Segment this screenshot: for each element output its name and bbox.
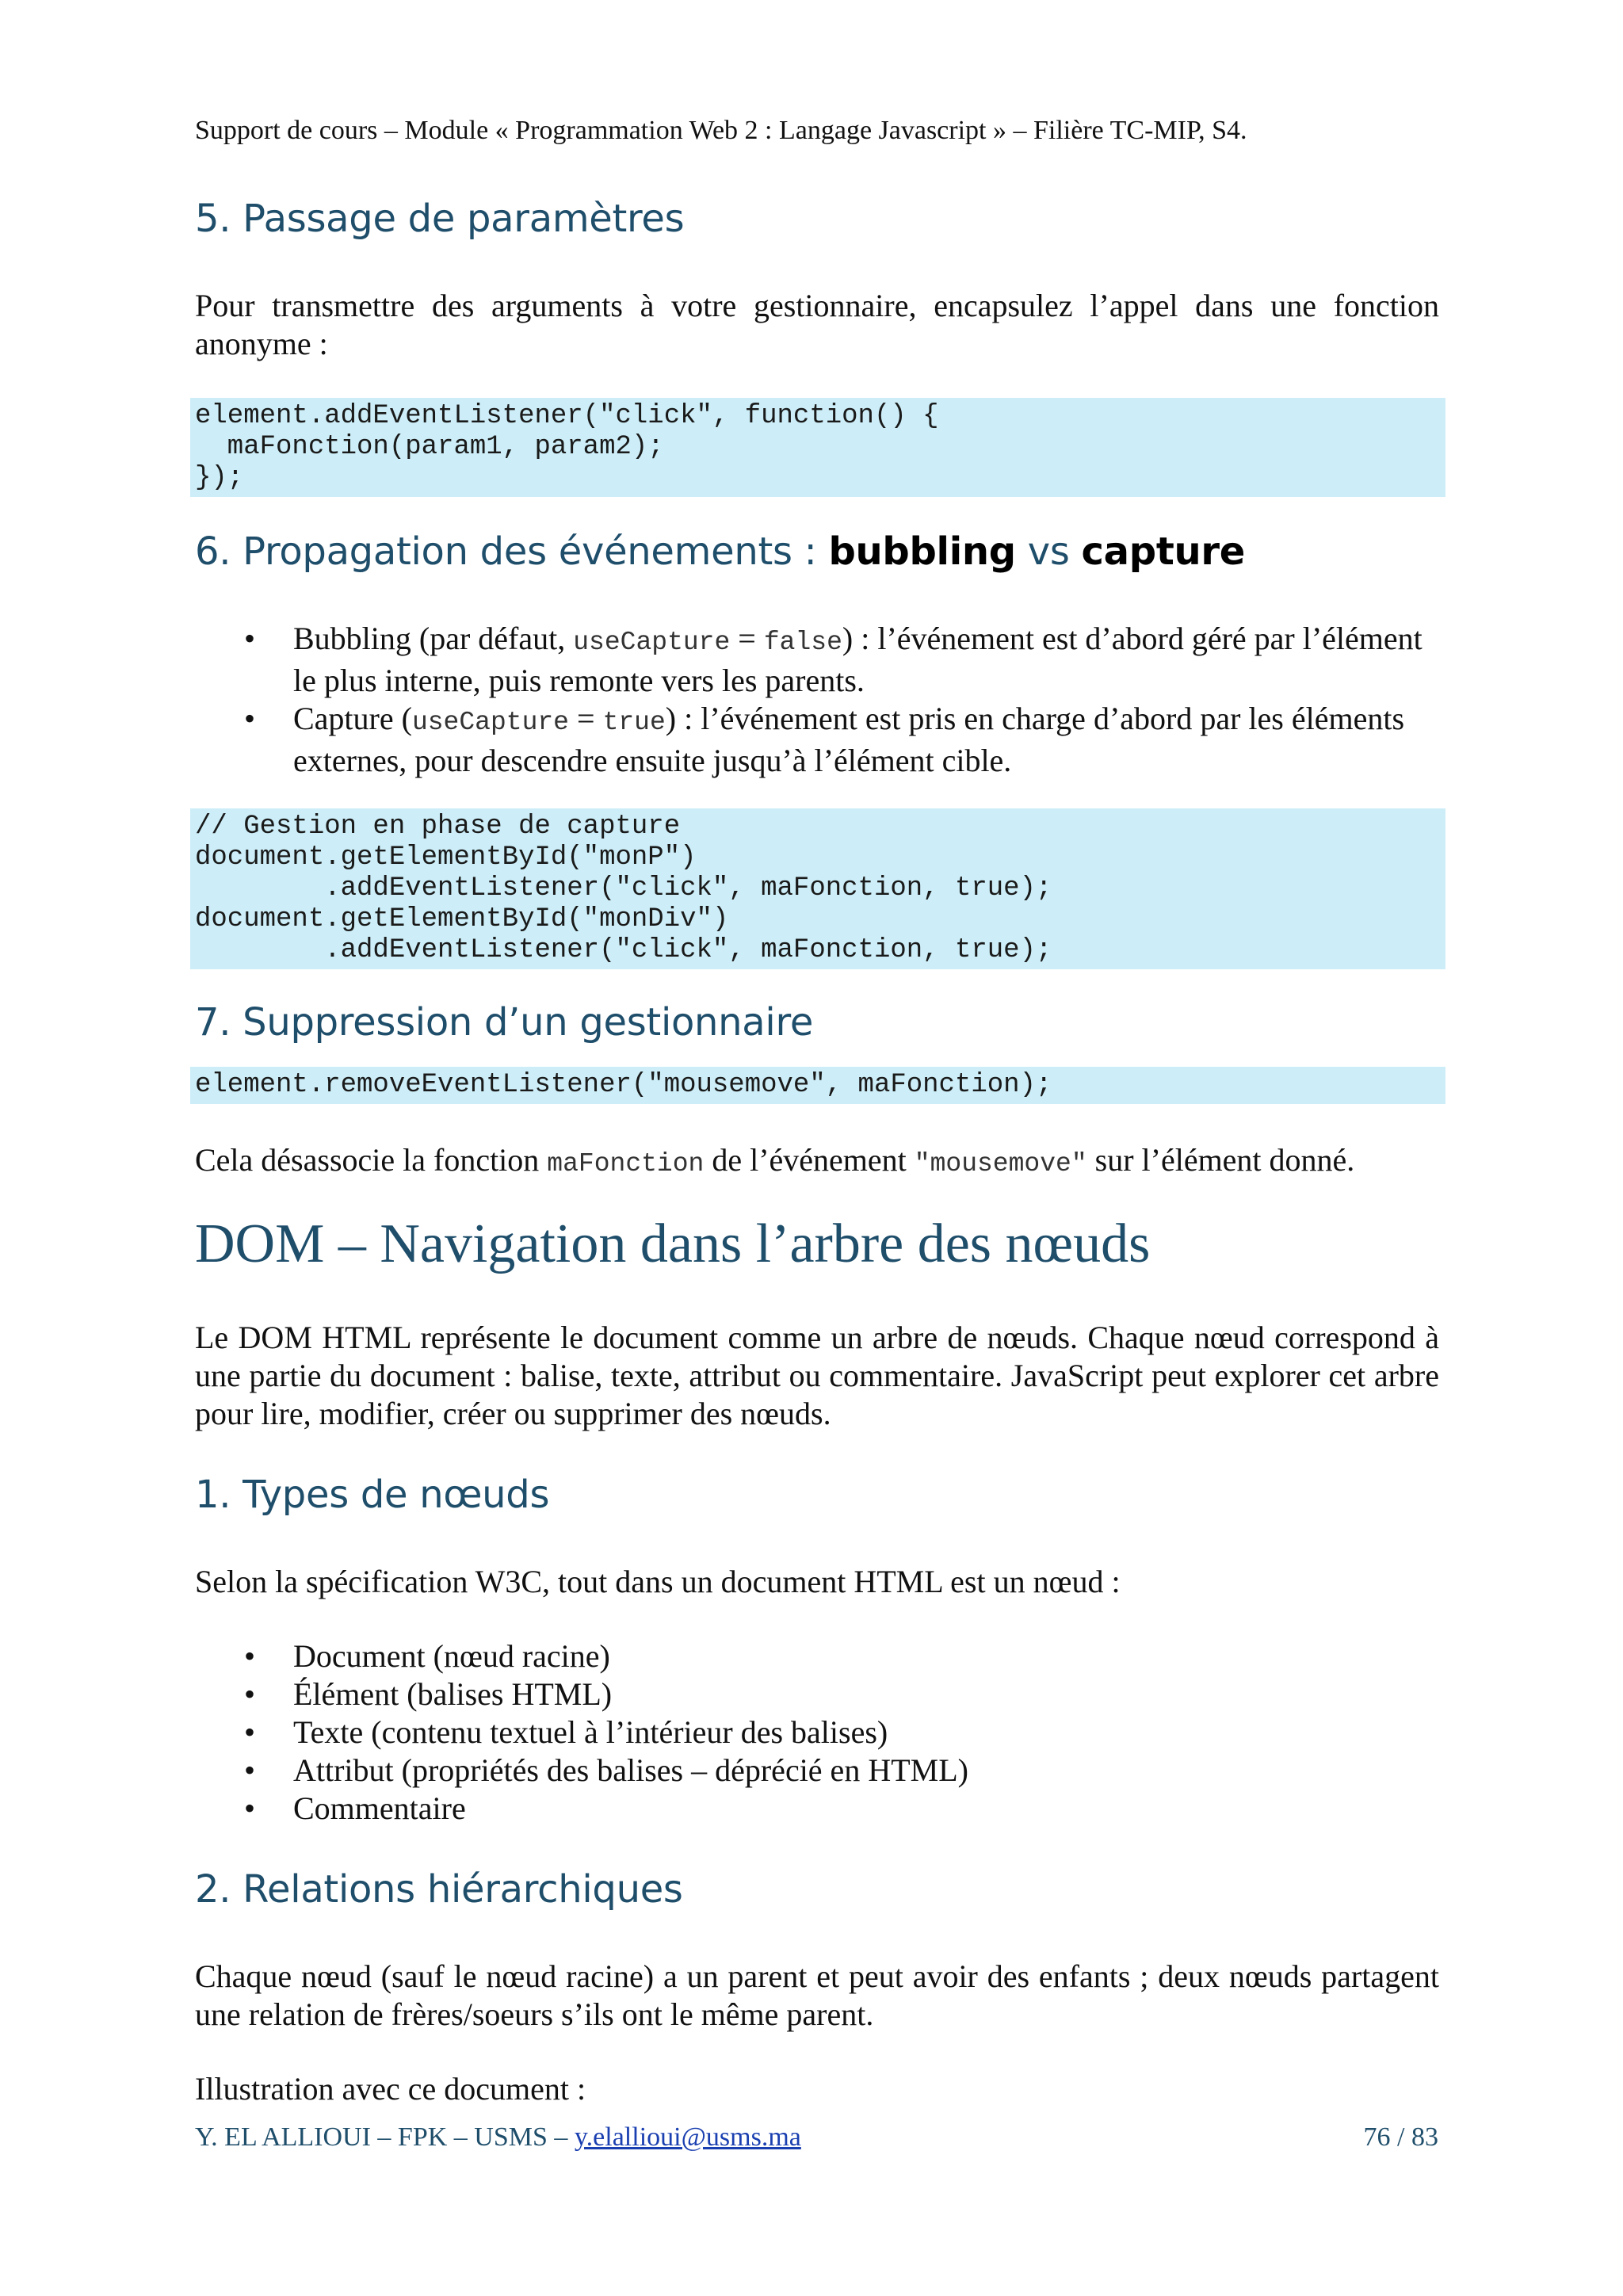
list-item-capture: • Capture (useCapture = true) : l’événement est pris en charge d’abord par les éléments externes, pour descendre ensuite jusqu’à l’élément cible. [244, 701, 1405, 778]
bullet-icon: • [244, 1752, 256, 1788]
section-6-heading: 6. Propagation des événements : bubbling vs capture [195, 529, 1245, 574]
bullet-icon: • [244, 1790, 256, 1826]
footer-author: Y. EL ALLIOUI – FPK – USMS – y.elallioui@usms.ma [195, 2122, 801, 2152]
propagation-list [238, 620, 1426, 780]
relations-paragraph: Chaque nœud (sauf le nœud racine) a un parent et peut avoir des enfants ; deux nœuds partagent une relation de frères/soeurs s’ils ont le même parent. [195, 1958, 1439, 2032]
chapter-title: DOM – Navigation dans l’arbre des nœuds [195, 1213, 1151, 1274]
list-item: • Élément (balises HTML) [244, 1676, 613, 1712]
section-7-code-block: element.removeEventListener("mousemove", maFonction); [190, 1067, 1445, 1104]
bullet-icon: • [244, 1714, 256, 1750]
section-5-paragraph: Pour transmettre des arguments à votre gestionnaire, encapsulez l’appel dans une fonction anonyme : [195, 288, 1439, 361]
types-paragraph: Selon la spécification W3C, tout dans un document HTML est un nœud : [195, 1564, 1121, 1599]
bullet-icon: • [244, 701, 256, 736]
illustration-paragraph: Illustration avec ce document : [195, 2071, 586, 2107]
relations-heading: 2. Relations hiérarchiques [195, 1867, 683, 1912]
section-7-paragraph: Cela désassocie la fonction maFonction de l’événement "mousemove" sur l’élément donné. [195, 1142, 1355, 1179]
section-7-heading: 7. Suppression d’un gestionnaire [195, 1000, 814, 1045]
running-header: Support de cours – Module « Programmation Web 2 : Langage Javascript » – Filière TC-MIP, S4. [195, 116, 1247, 145]
section-6-code-block: // Gestion en phase de capture document.getElementById("monP") .addEventListener("click", maFonction, true); document.getElementById("monDiv") .addEventListener("click", maFonction, true); [190, 808, 1445, 969]
page-number: 76 / 83 [1363, 2122, 1438, 2152]
section-5-heading: 5. Passage de paramètres [195, 197, 685, 241]
bullet-icon: • [244, 1676, 256, 1712]
dom-intro-paragraph: Le DOM HTML représente le document comme un arbre de nœuds. Chaque nœud correspond à une partie du document : balise, texte, attribut ou commentaire. JavaScript peut explorer cet arbre pour lire, modifier, créer ou supprimer des nœuds. [195, 1320, 1439, 1431]
bullet-icon: • [244, 621, 256, 656]
email-link[interactable]: y.elallioui@usms.ma [574, 2122, 801, 2152]
list-item: • Commentaire [244, 1790, 466, 1826]
list-item-bubbling: • Bubbling (par défaut, useCapture = false) : l’événement est d’abord géré par l’élément le plus interne, puis remonte vers les parents. [244, 621, 1423, 698]
list-item: • Texte (contenu textuel à l’intérieur des balises) [244, 1714, 888, 1750]
list-item: • Document (nœud racine) [244, 1638, 610, 1674]
types-heading: 1. Types de nœuds [195, 1473, 550, 1517]
bullet-icon: • [244, 1638, 256, 1674]
node-types-list [238, 1637, 1426, 1828]
list-item: • Attribut (propriétés des balises – déprécié en HTML) [244, 1752, 968, 1788]
section-5-code-block: element.addEventListener("click", function() { maFonction(param1, param2); }); [190, 398, 1445, 497]
